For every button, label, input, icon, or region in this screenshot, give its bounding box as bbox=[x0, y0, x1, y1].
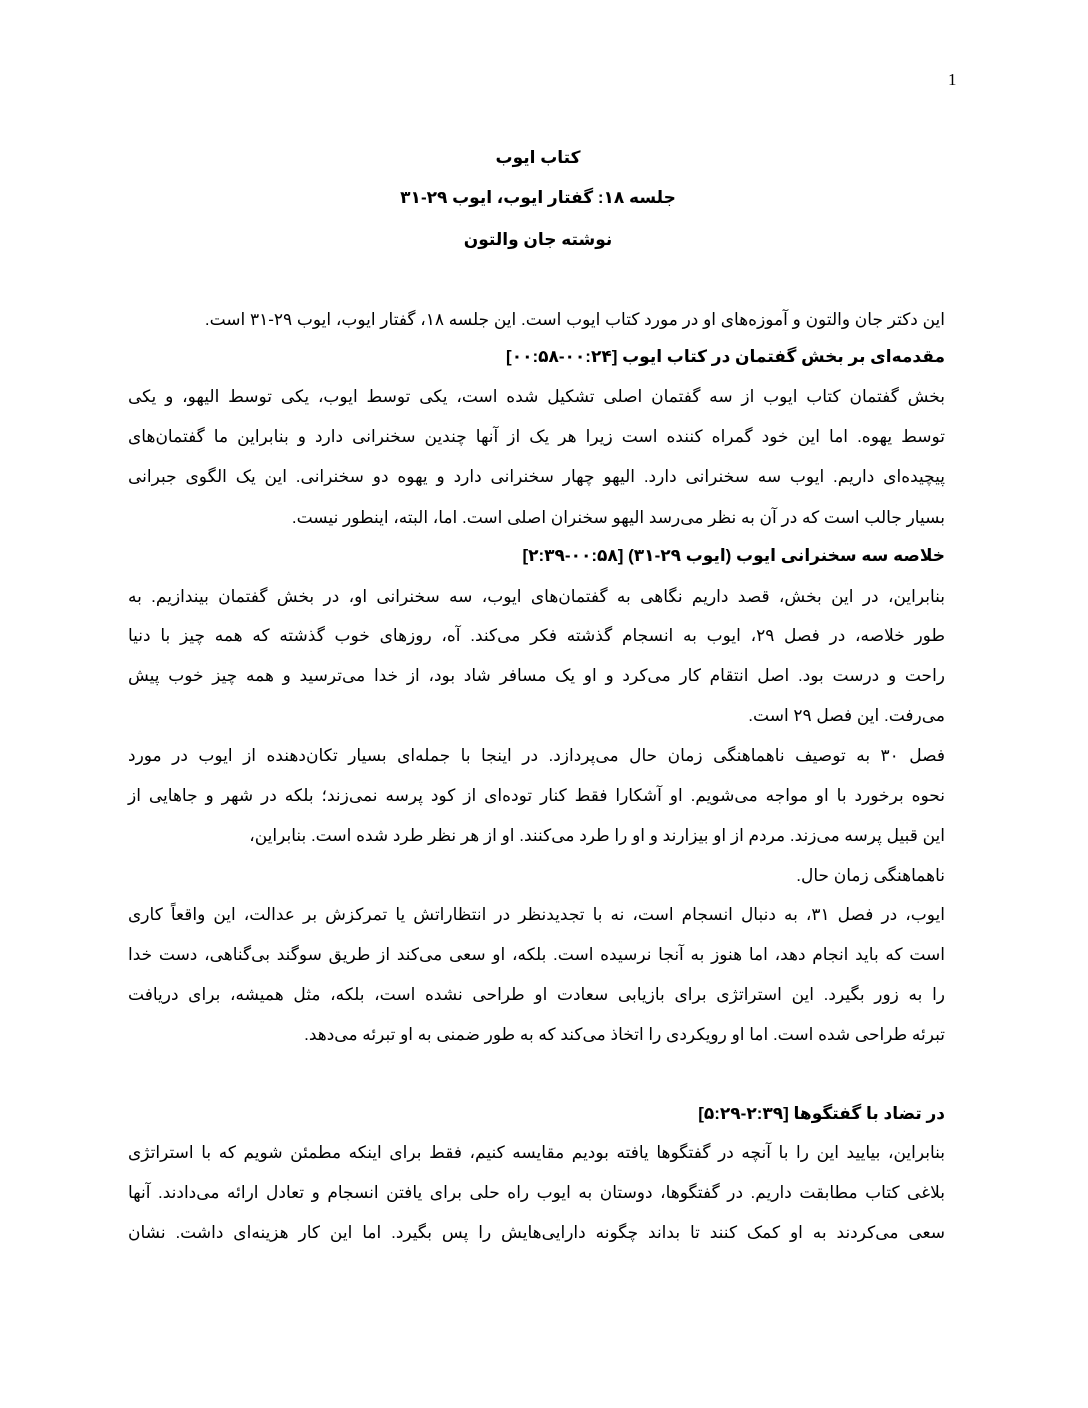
section-heading: مقدمه‌ای بر بخش گفتمان در کتاب ایوب [۰۰:۲۴-۰۰:۵۸] bbox=[506, 347, 945, 366]
body-line: طور خلاصه، در فصل ۲۹، ایوب به انسجام گذشته فکر می‌کند. آه، روزهای خوب گذشته که همه چیز با دنیا bbox=[128, 626, 945, 645]
intro-paragraph: این دکتر جان والتون و آموزه‌های او در مورد کتاب ایوب است. این جلسه ۱۸، گفتار ایوب، ایوب ۲۹-۳۱ است. bbox=[204, 310, 945, 329]
body-line: پیچیده‌ای داریم. ایوب سه سخنرانی دارد. الیهو چهار سخنرانی دارد و یهوه دو سخنرانی. این یک الگوی جبرانی bbox=[128, 467, 945, 486]
body-line: سعی می‌کردند به او کمک کنند تا بداند چگونه دارایی‌هایش را پس بگیرد. اما این کار هزینه‌ای داشت. نشان bbox=[128, 1223, 945, 1242]
author-line: نوشته جان والتون bbox=[463, 230, 613, 249]
body-line: بخش گفتمان کتاب ایوب از سه گفتمان اصلی تشکیل شده است، یکی توسط ایوب، یکی توسط الیهو، و یکی bbox=[128, 387, 945, 406]
section-heading: در تضاد با گفتگوها [۲:۳۹-۵:۲۹] bbox=[698, 1104, 945, 1123]
body-line: نحوه برخورد با او مواجه می‌شویم. او آشکارا فقط کنار توده‌ای از کود پرسه نمی‌زند؛ بلکه در شهر و جاهایی از bbox=[128, 786, 945, 805]
body-line: راحت و درست بود. اصل انتقام کار می‌کرد و او یک مسافر شاد بود، از خدا می‌ترسید و همه چیز خوب پیش bbox=[128, 666, 945, 685]
body-line: می‌رفت. این فصل ۲۹ است. bbox=[748, 706, 945, 725]
body-line: ناهماهنگی زمان حال. bbox=[796, 866, 945, 885]
body-line: بنابراین، بیایید این را با آنچه در گفتگوها یافته بودیم مقایسه کنیم، فقط برای اینکه مطمئن شویم که با استراتژی bbox=[128, 1143, 946, 1162]
section-heading: خلاصه سه سخنرانی ایوب (ایوب ۲۹-۳۱) [۰۰:۵۸-۲:۳۹] bbox=[522, 546, 945, 565]
body-line: بسیار جالب است که در آن به نظر می‌رسد الیهو سخنران اصلی است. اما، البته، اینطور نیست. bbox=[291, 508, 945, 527]
page-number: 1 bbox=[948, 70, 957, 89]
body-line: تبرئه طراحی شده است. اما او رویکردی را اتخاذ می‌کند که به طور ضمنی به او تبرئه می‌دهد. bbox=[304, 1025, 945, 1044]
body-line: توسط یهوه. اما این خود گمراه کننده است زیرا هر یک از آنها چندین سخنرانی دارد و بنابراین ما گفتمان‌های bbox=[128, 427, 945, 446]
body-line: بلاغی کتاب مطابقت داریم. در گفتگوها، دوستان به ایوب راه حلی برای یافتن انسجام و تعادل ارائه می‌دادند. آنها bbox=[128, 1183, 945, 1202]
body-line: ایوب، در فصل ۳۱، به دنبال انسجام است، نه با تجدیدنظر در انتظاراتش یا تمرکزش بر عدالت، این واقعاً کاری bbox=[128, 905, 945, 924]
body-line: است که باید انجام دهد، اما هنوز به آنجا نرسیده است. بلکه، او سعی می‌کند از طریق سوگند بی‌گناهی، دست خدا bbox=[128, 945, 945, 964]
body-line: بنابراین، در این بخش، قصد داریم نگاهی به گفتمان‌های ایوب، سه سخنرانی او، در بخش گفتمان بیندازیم. به bbox=[128, 587, 945, 606]
body-line: این قبیل پرسه می‌زند. مردم از او بیزارند و او را طرد می‌کنند. او از هر نظر طرد شده است. بنابراین، bbox=[249, 826, 945, 845]
body-line: فصل ۳۰ به توصیف ناهماهنگی زمان حال می‌پردازد. در اینجا با جمله‌ای بسیار تکان‌دهنده از ایوب در مورد bbox=[128, 746, 946, 765]
session-title: جلسه ۱۸: گفتار ایوب، ایوب ۲۹-۳۱ bbox=[400, 188, 676, 207]
document-title: کتاب ایوب bbox=[495, 148, 581, 167]
body-line: را به زور بگیرد. این استراتژی برای بازیابی سعادت او طراحی نشده است، بلکه، مثل همیشه، برای دریافت bbox=[128, 985, 945, 1004]
